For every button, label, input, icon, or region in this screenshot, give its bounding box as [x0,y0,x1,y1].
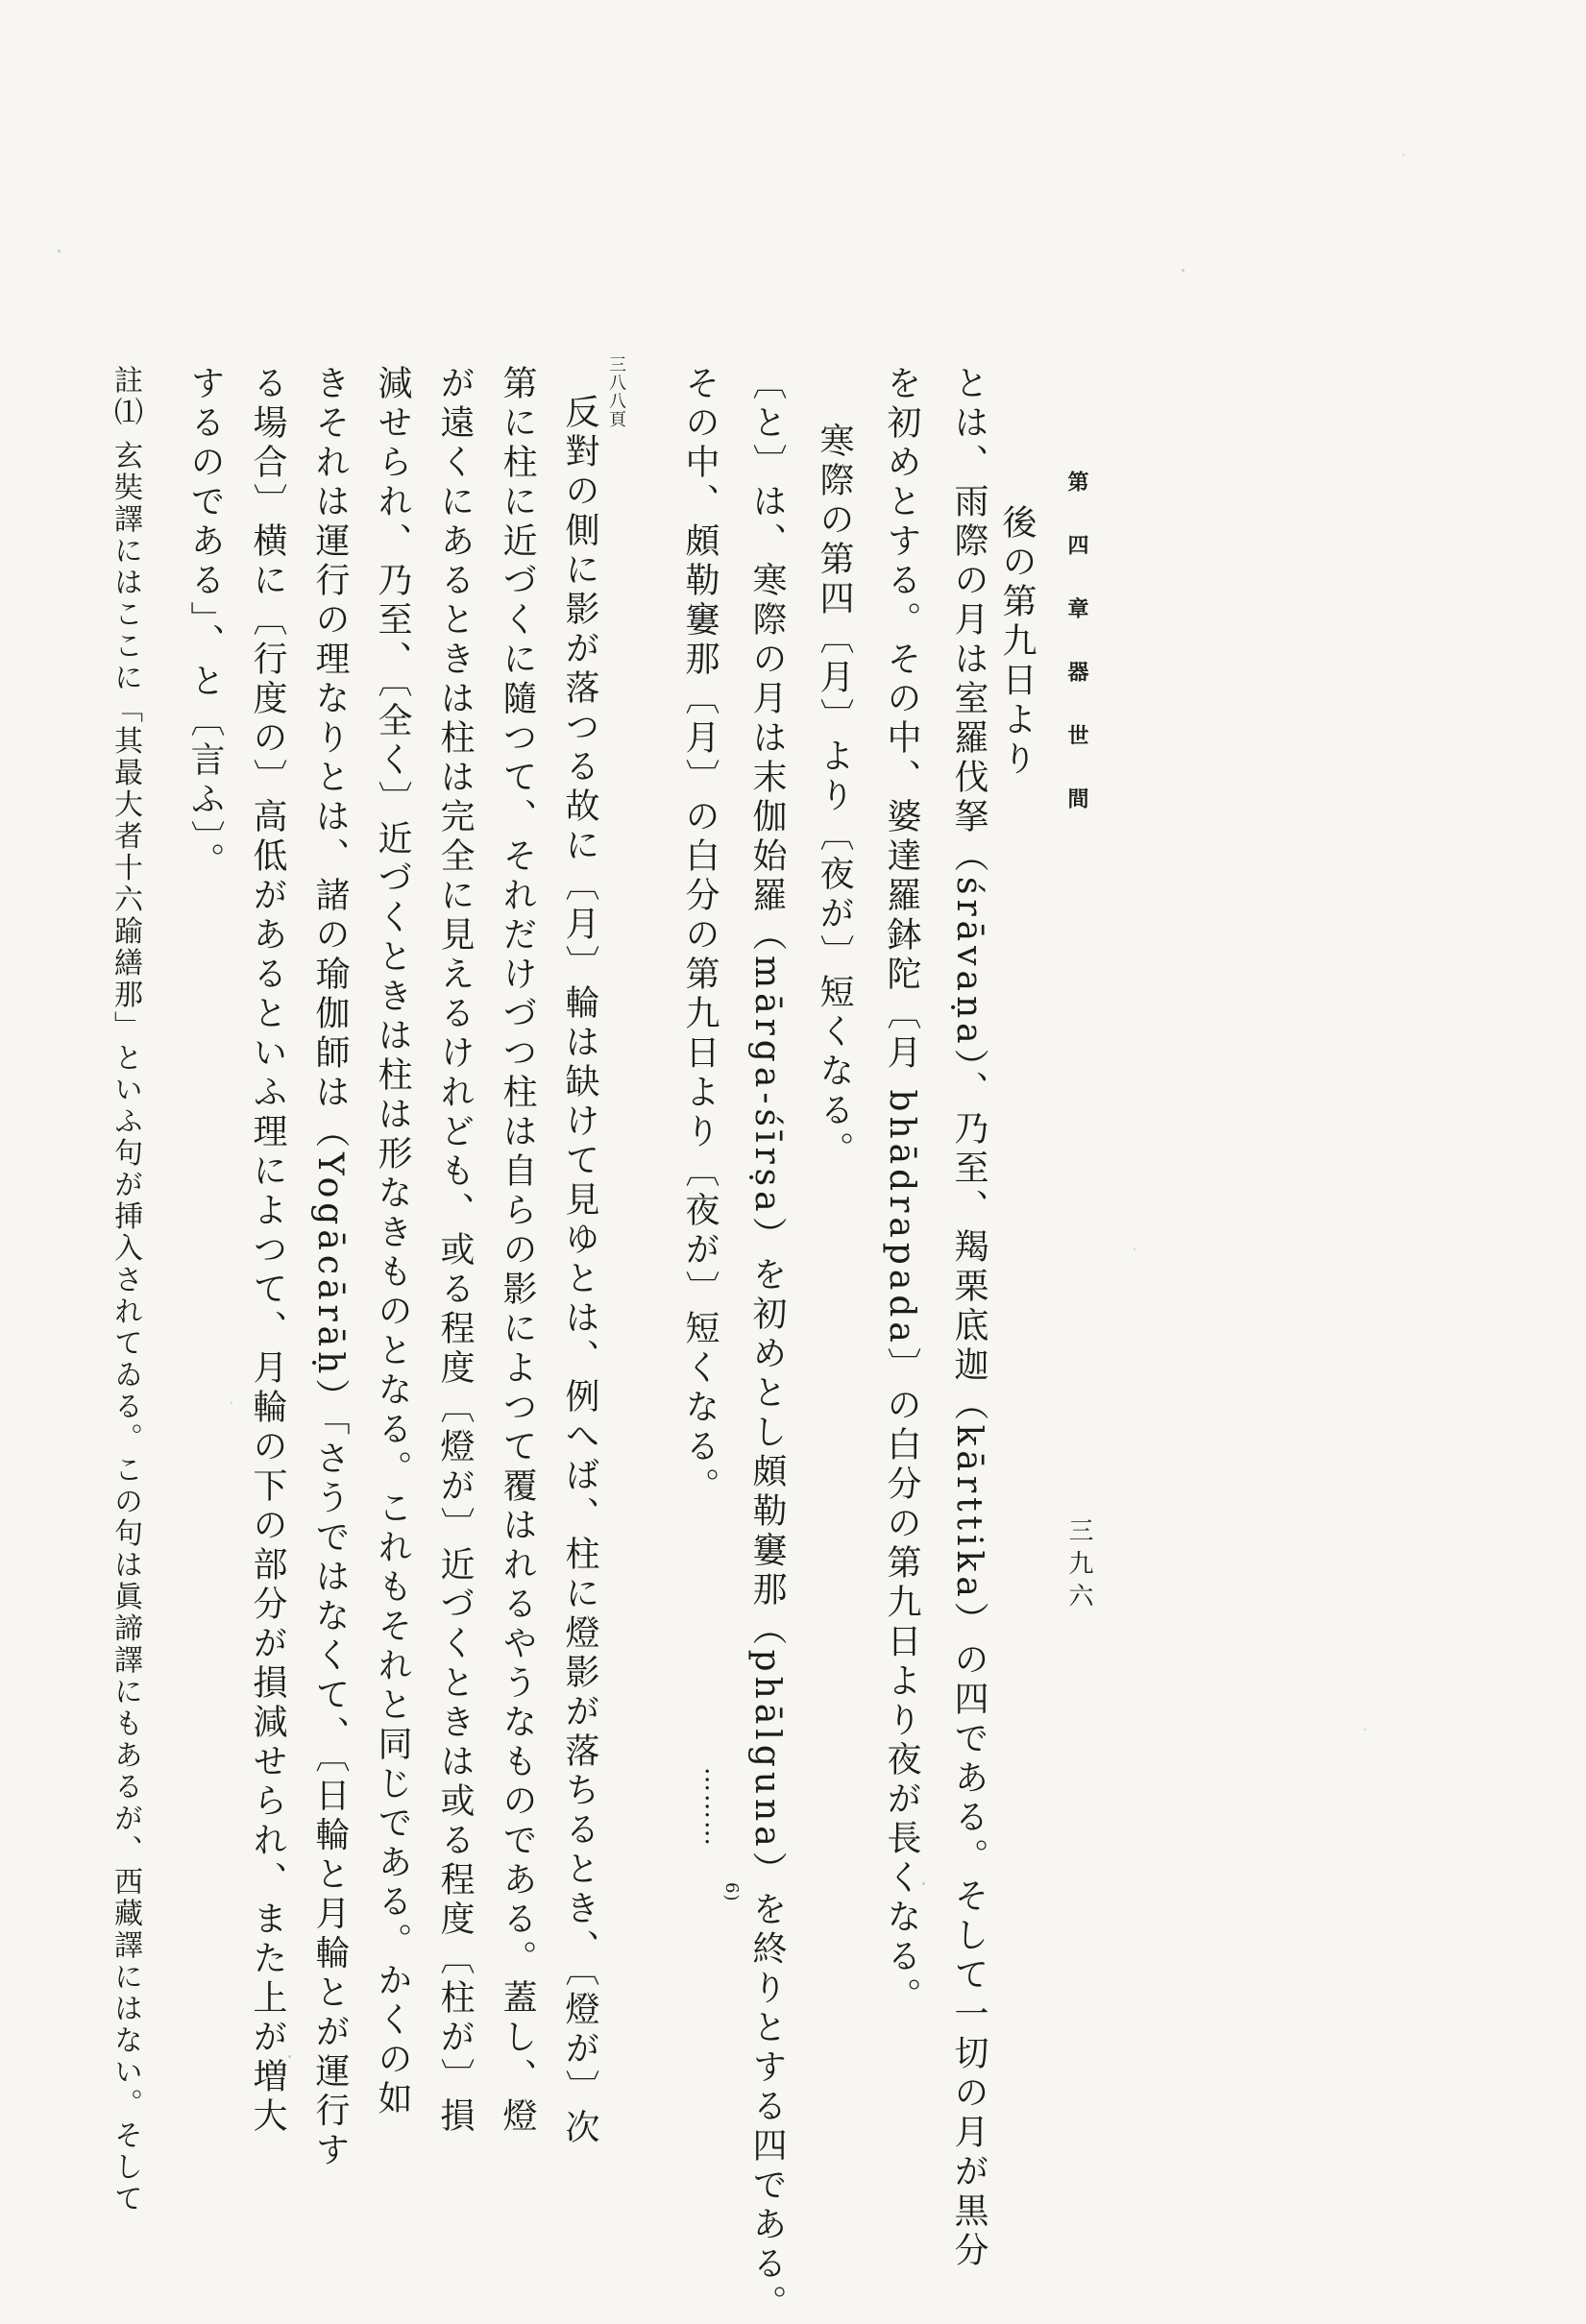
scan-speck [1403,154,1404,156]
scan-speck [58,250,61,253]
page-number: 三九六 [1064,1517,1093,1615]
body-line-12: る場合〕横に〔行度の〕高低があるといふ理によつて、月輪の下の部分が損減せられ、また上が増大 [248,365,287,2137]
scan-speck [1134,1248,1135,1250]
note-marker: 6) [721,1882,742,1902]
ellipsis: ……… [699,1767,728,1848]
chapter-label: 第四章 [1064,471,1089,661]
body-line-1: 後の第九日より [997,504,1037,780]
body-line-3: を初めとする。その中、婆達羅鉢陀〔月 bhādrapada〕の白分の第九日より夜が長くなる。 [882,365,921,2017]
body-line-11: きそれは運行の理なりとは、諸の瑜伽師は（Yogācārāḥ）「さうではなくて、〔日輪と月輪とが運行す [310,365,350,2171]
body-line-2: とは、雨際の月は室羅伐拏（śrāvaṇa）、乃至、羯栗底迦（kārttika）の四である。そして一切の月が黒分 [949,365,988,2271]
body-line-9: が遠くにあるときは柱は完全に見えるけれども、或る程度〔燈が〕近づくときは或る程度〔柱が〕損 [435,365,475,2137]
scan-speck [288,2055,291,2058]
body-line-8: 第に柱に近づくに隨つて、それだけづつ柱は自らの影によつて覆はれるやうなものである。蓋し、燈 [498,365,537,2137]
chapter-title: 器世間 [1064,661,1089,851]
body-line-10: 減せられ、乃至、〔全く〕近づくときは柱は形なきものとなる。これもそれと同じである。かくの如 [373,365,412,2119]
body-line-13: するのである」、と〔言ふ〕。 [185,365,225,882]
body-line-4: 寒際の第四〔月〕より〔夜が〕短くなる。 [815,423,854,1171]
scan-speck [231,1402,232,1404]
chapter-header [1066,471,1087,851]
body-line-5: 〔と〕は、寒際の月は末伽始羅（mārga-śīrṣa）を初めとし頗勒窶那（phālguna）を終りとする四である。 [747,365,787,2324]
footnote: 註⑴ 玄奘譯にはここに「其最大者十六踰繕那」といふ句が挿入されてゐる。この句は眞諦譯にもあるが、西藏譯にはない。そして [109,365,142,2215]
marginal-page-ref: 三八八頁 [606,355,626,428]
body-line-6: その中、頗勒窶那〔月〕の白分の第九日より〔夜が〕短くなる。 [680,365,720,1507]
scan-speck [1182,269,1184,272]
scan-speck [1364,1729,1366,1731]
body-line-7: 反對の側に影が落つる故に〔月〕輪は缺けて見ゆとは、例へば、柱に燈影が落ちるとき、〔燈が〕次 [560,394,599,2148]
scan-speck [922,1882,925,1885]
